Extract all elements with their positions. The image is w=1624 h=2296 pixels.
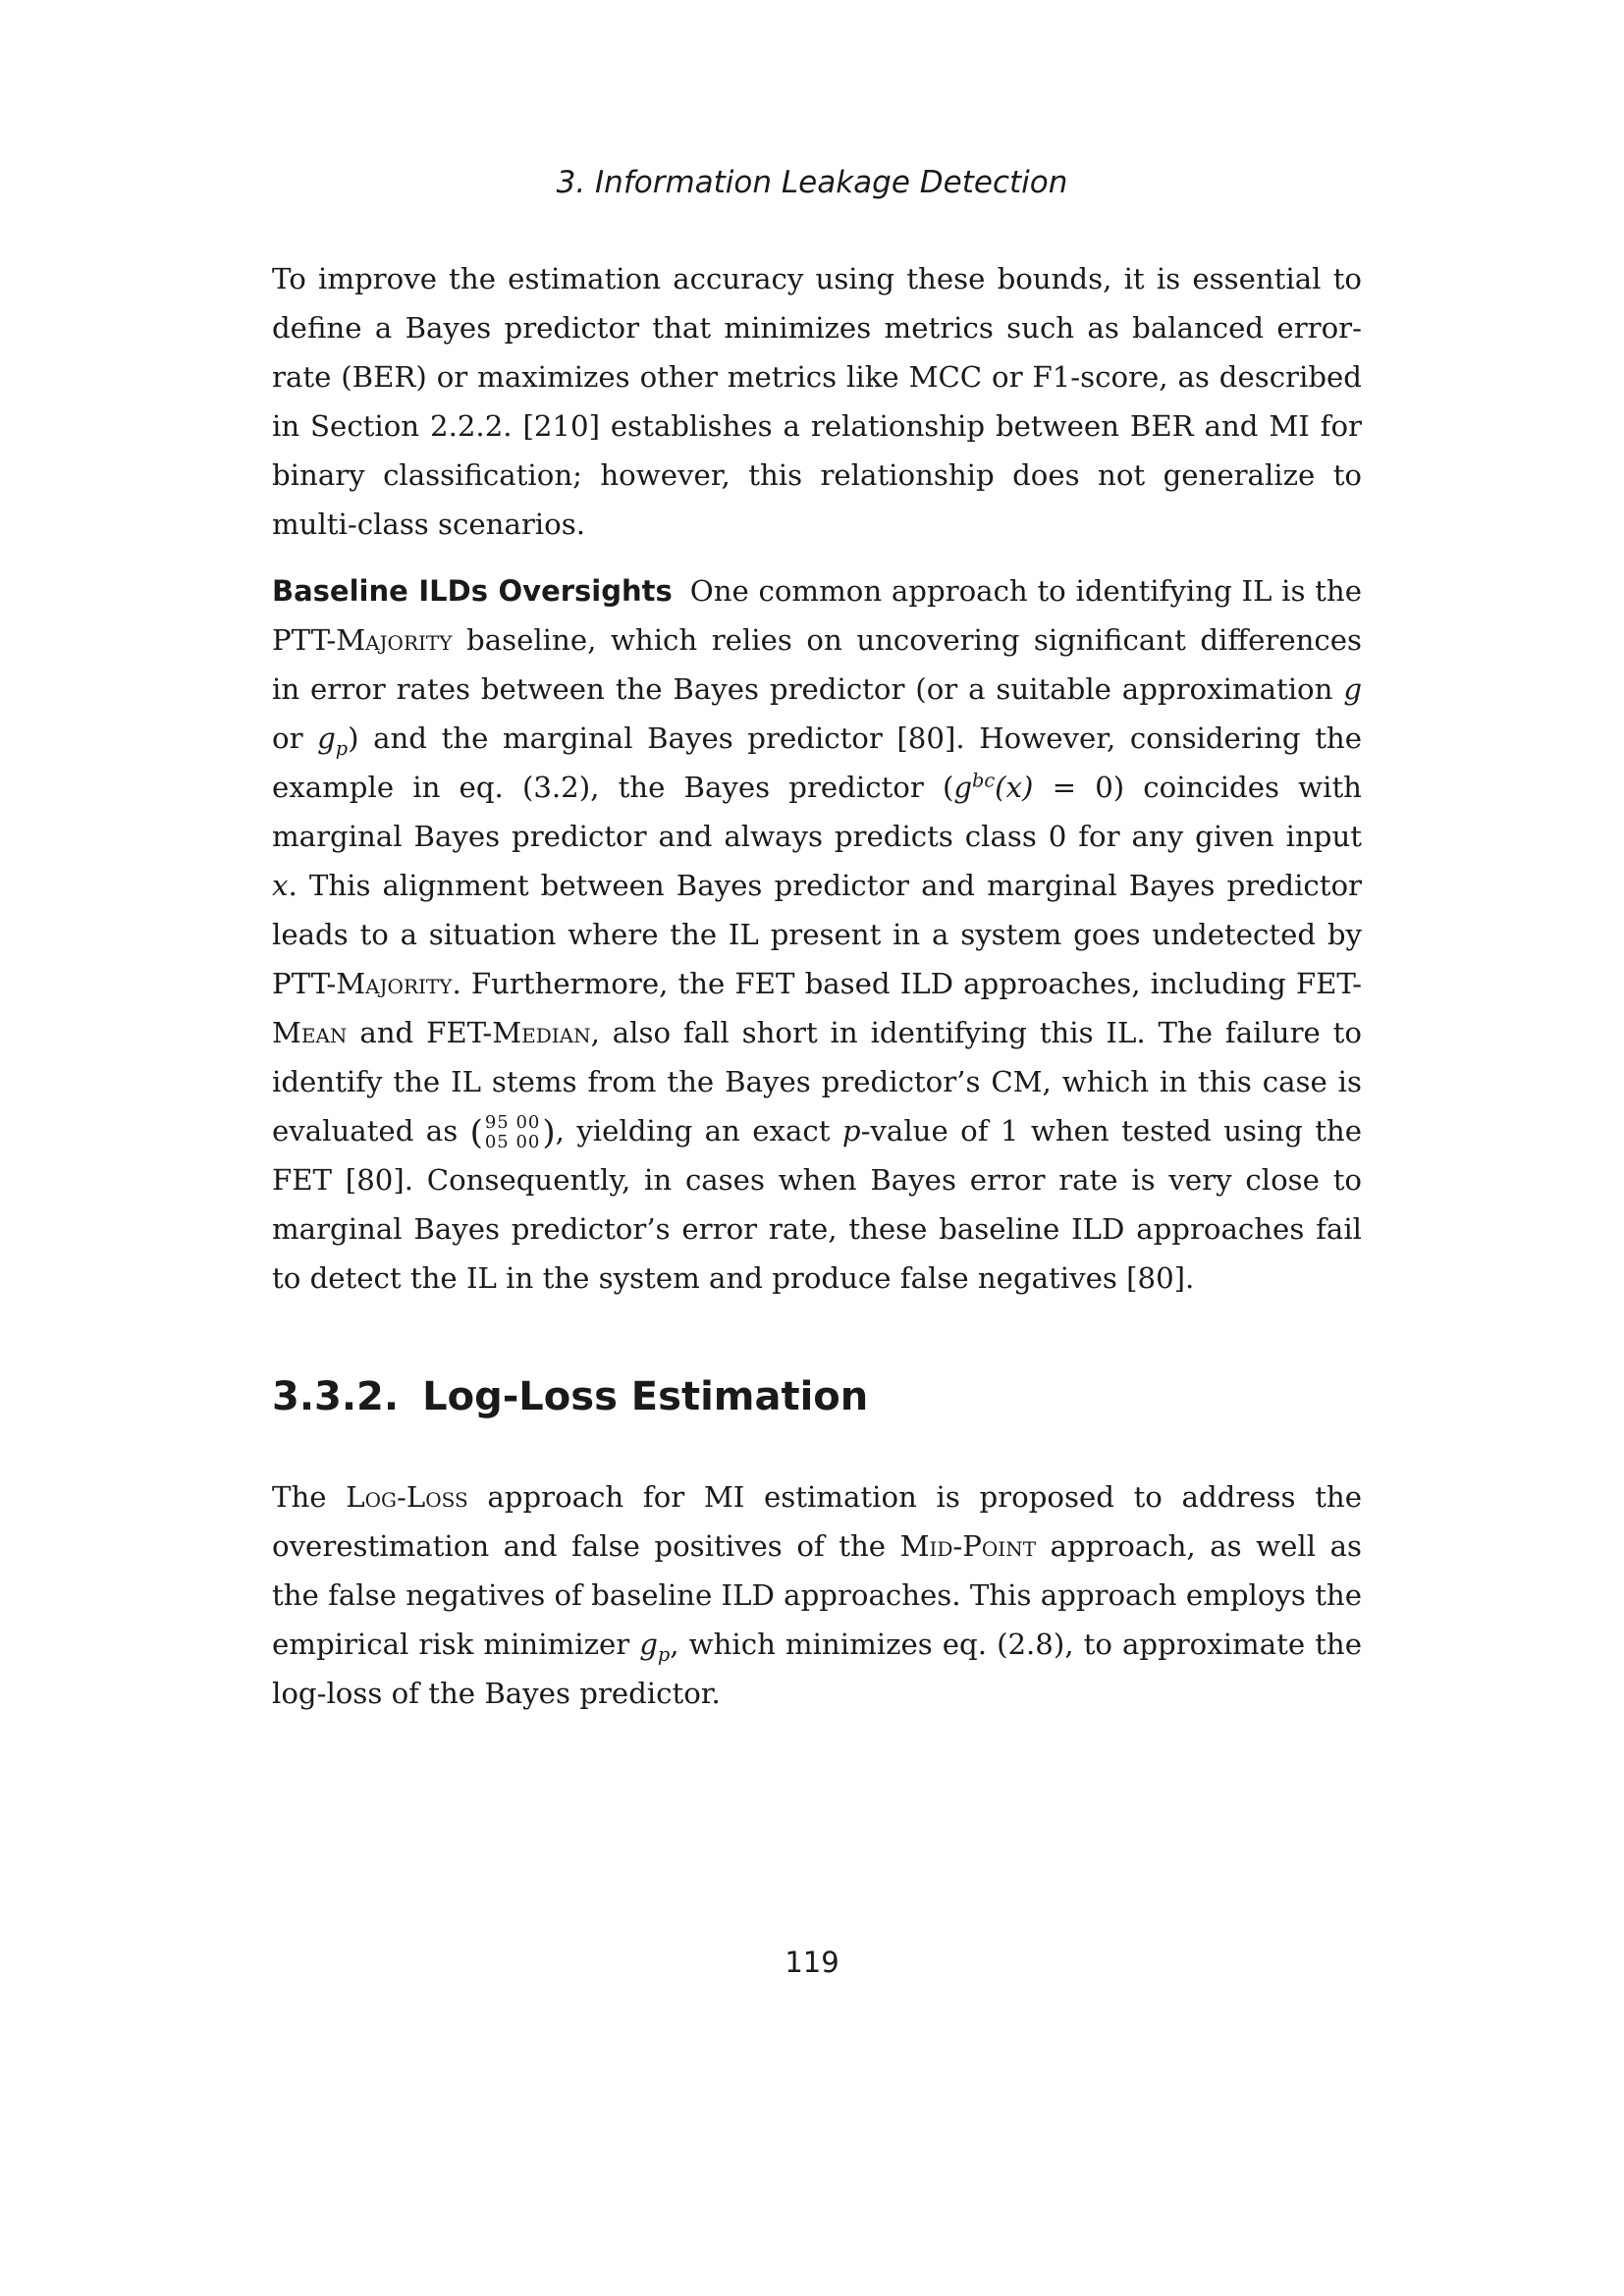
method-name: PTT-Majority: [272, 623, 453, 657]
method-name: Mid-Point: [899, 1529, 1037, 1563]
text-run: and: [347, 1016, 427, 1049]
math-symbol: g: [953, 771, 973, 804]
math-symbol: g: [317, 721, 336, 755]
section-heading: [272, 1374, 868, 1419]
method-name: PTT-Majority: [272, 967, 453, 1000]
text-run: , which minimizes eq. (2.8), to approximate the log-loss of the Bayes predictor.: [272, 1628, 1362, 1710]
text-run: . This alignment between Bayes predictor and marginal Bayes predictor leads to a situation where the IL present in a system goes undetected by: [272, 869, 1362, 951]
text-run: approach for MI estimation is proposed to address the overestimation and false positives of the: [272, 1480, 1362, 1563]
matrix-row: 05 00: [484, 1132, 541, 1152]
math-equals: = 0: [1033, 771, 1113, 804]
confusion-matrix: [470, 1113, 556, 1152]
method-name: FET-Mean: [272, 967, 1362, 1049]
text-run: ) and the marginal Bayes predictor [80]. However, considering the example in eq. (3.2), the Bayes predictor (: [272, 721, 1362, 804]
math-symbol: p: [841, 1114, 861, 1148]
text-run: approach, as well as the false negatives of baseline ILD approaches. This approach employs the empirical risk minimizer: [272, 1529, 1362, 1661]
section-title: Log-Loss Estimation: [422, 1374, 869, 1419]
math-subscript: p: [335, 736, 349, 760]
text-run: , also fall short in identifying this IL. The failure to identify the IL stems from the Bayes predictor’s CM, which in this case is evaluated as: [272, 1016, 1362, 1148]
text-run: baseline, which relies on uncovering significant differences in error rates between the Bayes predictor (or a suitable approximation: [272, 623, 1362, 706]
math-symbol: g: [639, 1628, 658, 1661]
method-name: FET-Median: [426, 1016, 591, 1049]
text-run: ) coincides with marginal Bayes predictor and always predicts class 0 for any given input: [272, 771, 1362, 853]
math-symbol: x: [272, 869, 289, 902]
math-subscript: p: [657, 1642, 671, 1666]
paragraph-log-loss: [272, 1472, 1362, 1718]
text-run: or: [272, 721, 318, 755]
matrix-body: [483, 1113, 543, 1152]
text-run: One common approach to identifying IL is the: [689, 574, 1362, 608]
paragraph-heading: Baseline ILDs Oversights: [272, 574, 673, 608]
math-superscript: bc: [972, 769, 996, 792]
math-symbol: g: [1343, 672, 1362, 706]
text-run: -value of 1 when tested using the FET [80]. Consequently, in cases when Bayes error rate is very close to marginal Bayes predictor’s error rate, these baseline ILD approaches fail to detect the IL in the system and produce false negatives [80].: [272, 1114, 1362, 1295]
text-run: , yielding an exact: [555, 1114, 842, 1148]
section-number: 3.3.2.: [272, 1374, 400, 1419]
paragraph-bounds: To improve the estimation accuracy using these bounds, it is essential to define a Bayes predictor that minimizes metrics such as balanced error-rate (BER) or maximizes other metrics like MCC or F1-score, as described in Section 2.2.2. [210] establishes a relationship between BER and MI for binary classification; however, this relationship does not generalize to multi-class scenarios.: [272, 262, 1362, 541]
matrix-row: 95 00: [484, 1112, 541, 1133]
right-paren: ): [542, 1113, 556, 1152]
paragraph-baseline-ilds: [272, 566, 1362, 1303]
math-argument: (x): [995, 771, 1034, 804]
page-number: 119: [785, 1946, 839, 1979]
method-name: Log-Loss: [346, 1480, 468, 1514]
left-paren: (: [469, 1113, 483, 1152]
running-header: 3. Information Leakage Detection: [556, 165, 1068, 200]
text-run: . Furthermore, the FET based ILD approaches, including: [452, 967, 1296, 1000]
text-run: The: [272, 1480, 347, 1514]
